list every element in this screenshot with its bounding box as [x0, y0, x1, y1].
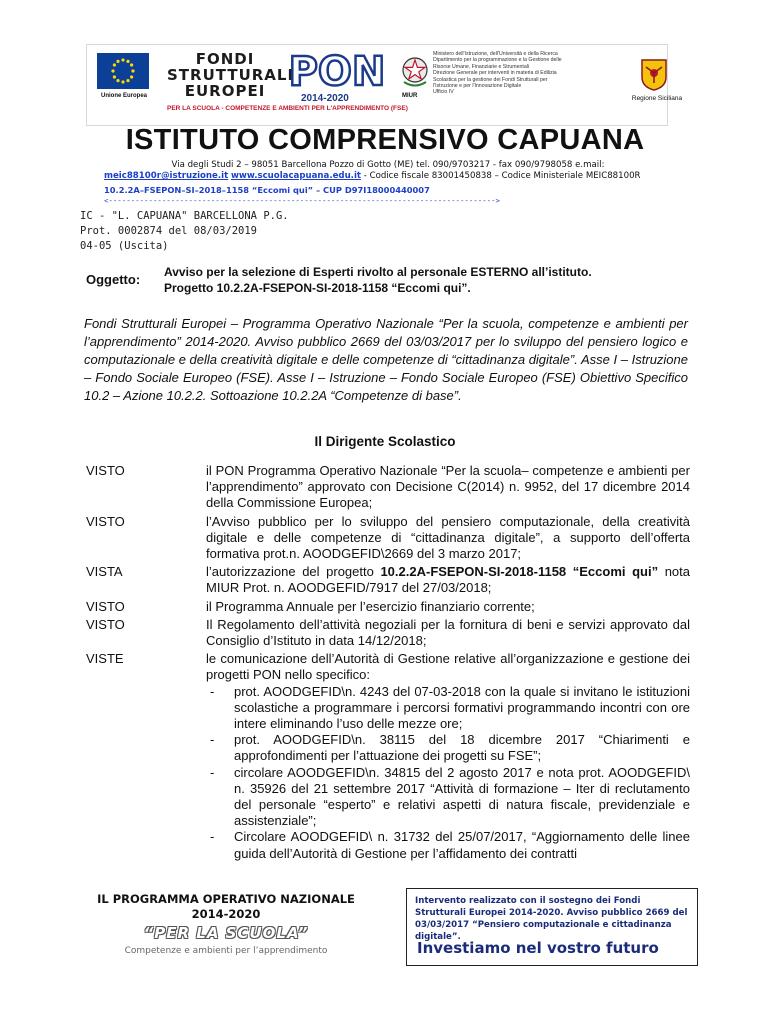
clause-key: VISTO	[86, 598, 125, 614]
sub-item	[206, 684, 690, 733]
region-label: Regione Siciliana	[631, 95, 683, 102]
ministry-line: Ministero dell'Istruzione, dell'Università e della Ricerca	[433, 51, 558, 57]
clause-text-block	[206, 651, 690, 862]
separator-arrow: <--------------------------------------------------------------------------------------->	[104, 196, 501, 205]
clause-item	[86, 514, 690, 563]
clause-text: le comunicazione dell’Autorità di Gestione relative all’organizzazione e gestione dei progetti PON nello specifico:	[206, 651, 690, 683]
sicilia-crest-icon	[641, 59, 667, 91]
codes-text: - Codice fiscale 83001450838 – Codice Ministeriale MEIC88100R	[361, 171, 641, 181]
sub-item-text: Circolare AOODGEFID\ n. 31732 del 25/07/2017, “Aggiornamento delle linee guida dell’Autorità di Gestione per l’affidamento dei contratti	[234, 829, 690, 861]
clause-item	[86, 463, 690, 512]
footer-funding-box	[406, 888, 698, 966]
contacts-line	[104, 171, 684, 181]
clause-key: VISTA	[86, 564, 123, 580]
footer-slogan: “PER LA SCUOLA”	[143, 924, 309, 942]
sub-item-text: circolare AOODGEFID\n. 34815 del 2 agosto 2017 e nota prot. AOODGEFID\ n. 35926 del 21 settembre 2017 “Attività di formazione – Iter di reclutamento del personale “esperto” e relativi aspetti di natura fiscale, previdenziale e assistenziale”;	[234, 764, 690, 829]
footer-funding-text: Intervento realizzato con il sostegno dei Fondi Strutturali Europei 2014-2020. Avviso pubblico 2669 del 03/03/2017 “Pensiero computazionale e cittadinanza digitale”.	[415, 896, 688, 942]
clause-key: VISTO	[86, 616, 125, 632]
sub-item-dash: -	[210, 829, 215, 845]
pon-years: 2014-2020	[301, 93, 349, 104]
fondi-line-2: STRUTTURALI	[167, 66, 295, 84]
ministry-line: Ufficio IV	[433, 89, 454, 96]
footer-tagline: Investiamo nel vostro futuro	[417, 939, 659, 957]
banner-strip-text: PER LA SCUOLA - COMPETENZE E AMBIENTI PER L'APPRENDIMENTO (FSE)	[167, 105, 408, 112]
clause-text: Il Regolamento dell’attività negoziali per la fornitura di beni e servizi approvato dal Consiglio d’Istituto in data 14/12/2018;	[206, 616, 690, 649]
sub-item	[206, 765, 690, 830]
stamp-line-2: Prot. 0002874 del 08/03/2019	[80, 225, 258, 237]
fondi-line-3: EUROPEI	[184, 82, 266, 100]
clause-key: VISTO	[86, 463, 125, 478]
eu-flag-icon	[97, 53, 149, 89]
clause-text	[206, 564, 690, 596]
fondi-line-1: FONDI	[195, 50, 255, 68]
subject-line-1: Avviso per la selezione di Esperti rivolto al personale ESTERNO all’istituto.	[164, 265, 592, 279]
school-name: ISTITUTO COMPRENSIVO CAPUANA	[125, 124, 645, 156]
clause-text-before: l’autorizzazione del progetto	[206, 564, 381, 580]
clause-item	[86, 651, 690, 862]
sub-item-text: prot. AOODGEFID\n. 38115 del 18 dicembre 2017 “Chiarimenti e approfondimenti per l’attuazione dei progetti su FSE”;	[234, 732, 690, 764]
pon-logo-icon	[285, 47, 389, 97]
italian-republic-emblem-icon	[400, 55, 430, 89]
header-banner	[86, 44, 683, 126]
sub-item	[206, 732, 690, 764]
ministry-line: Scolastica per la gestione dei Fondi Strutturali per	[433, 76, 548, 83]
miur-label: MIUR	[402, 93, 418, 99]
ministry-line: Direzione Generale per interventi in materia di Edilizia	[433, 70, 557, 77]
footer-pon-title-line-1: IL PROGRAMMA OPERATIVO NAZIONALE	[97, 892, 355, 906]
clause-item	[86, 599, 690, 615]
clause-text: l’Avviso pubblico per lo sviluppo del pensiero computazionale, della creatività digitale e delle competenze di “cittadinanza digitale”, a supporto dell’offerta formativa prot.n. AOODGEFID\2669 del 3 marzo 2017;	[206, 513, 690, 562]
footer-pon-title-line-2: 2014-2020	[191, 907, 261, 921]
clause-text: il PON Programma Operativo Nazionale “Per la scuola– competenze e ambienti per l’apprendimento” approvato con Decisione C(2014) n. 9952, del 17 dicembre 2014 della Commissione Europea;	[206, 463, 690, 511]
footer-pon-logo	[84, 886, 368, 986]
subject-label: Oggetto:	[86, 272, 141, 287]
clause-key: VISTE	[86, 651, 124, 667]
sub-item-dash: -	[210, 764, 215, 780]
clause-text: il Programma Annuale per l’esercizio finanziario corrente;	[206, 598, 535, 614]
protocol-stamp	[80, 209, 292, 255]
section-heading: Il Dirigente Scolastico	[314, 434, 456, 449]
clause-item	[86, 564, 690, 596]
clause-text-after: nota MIUR Prot. n. AOODGEFID/7917 del 27/03/2018;	[206, 564, 690, 596]
stamp-line-3: 04-05 (Uscita)	[80, 240, 169, 252]
sub-item-text: prot. AOODGEFID\n. 4243 del 07-03-2018 con la quale si invitano le istituzioni scolastiche a programmare i percorsi formativi programmando incontri con ore intere eliminando l’uso delle mezze ore;	[234, 683, 690, 732]
ministry-text	[433, 51, 589, 96]
project-code-line: 10.2.2A–FSEPON–SI–2018–1158 “Eccomi qui” – CUP D97I18000440007	[104, 185, 430, 195]
sub-item	[206, 829, 690, 861]
subject-text	[164, 264, 704, 296]
clause-project-code: 10.2.2A-FSEPON-SI-2018-1158 “Eccomi qui”	[380, 564, 659, 580]
subject-line-2: Progetto 10.2.2A-FSEPON-SI-2018-1158 “Eccomi qui”.	[164, 281, 471, 295]
footer-subtitle: Competenze e ambienti per l’apprendimento	[124, 946, 328, 956]
intro-paragraph: Fondi Strutturali Europei – Programma Operativo Nazionale “Per la scuola, competenze e ambienti per l’apprendimento” 2014-2020. Avviso pubblico 2669 del 03/03/2017 per lo sviluppo del pensiero logico e computazionale e della creatività digitale e delle competenze di “cittadinanza digitale”. Asse I – Istruzione – Fondo Sociale Europeo (FSE). Asse I – Istruzione – Fondo Sociale Europeo (FSE) Obiettivo Specifico 10.2 – Azione 10.2.2. Sottoazione 10.2.2A “Competenze di base”.	[84, 316, 688, 403]
footer-pon-title	[84, 892, 368, 922]
email-link[interactable]: meic88100r@istruzione.it	[104, 171, 229, 181]
website-link[interactable]: www.scuolacapuana.edu.it	[230, 171, 362, 181]
pon-logo-text: PON	[288, 49, 386, 95]
fondi-strutturali-logo	[167, 50, 295, 100]
sub-item-dash: -	[210, 683, 215, 699]
eu-label: Unione Europea	[100, 93, 147, 99]
sub-item-dash: -	[210, 732, 215, 748]
clauses-list	[86, 463, 690, 864]
clause-key: VISTO	[86, 513, 125, 529]
ministry-line: l'Istruzione e per l'Innovazione Digitale	[433, 83, 522, 90]
school-address: Via degli Studi 2 – 98051 Barcellona Pozzo di Gotto (ME) tel. 090/9703217 - fax 090/9798058 e.mail:	[171, 160, 605, 170]
clause-item	[86, 617, 690, 649]
ministry-line: Dipartimento per la programmazione e la Gestione delle	[433, 57, 562, 64]
stamp-line-1: IC - "L. CAPUANA" BARCELLONA P.G.	[80, 210, 289, 222]
ministry-line: Risorse Umane, Finanziarie e Strumentali	[433, 63, 530, 70]
